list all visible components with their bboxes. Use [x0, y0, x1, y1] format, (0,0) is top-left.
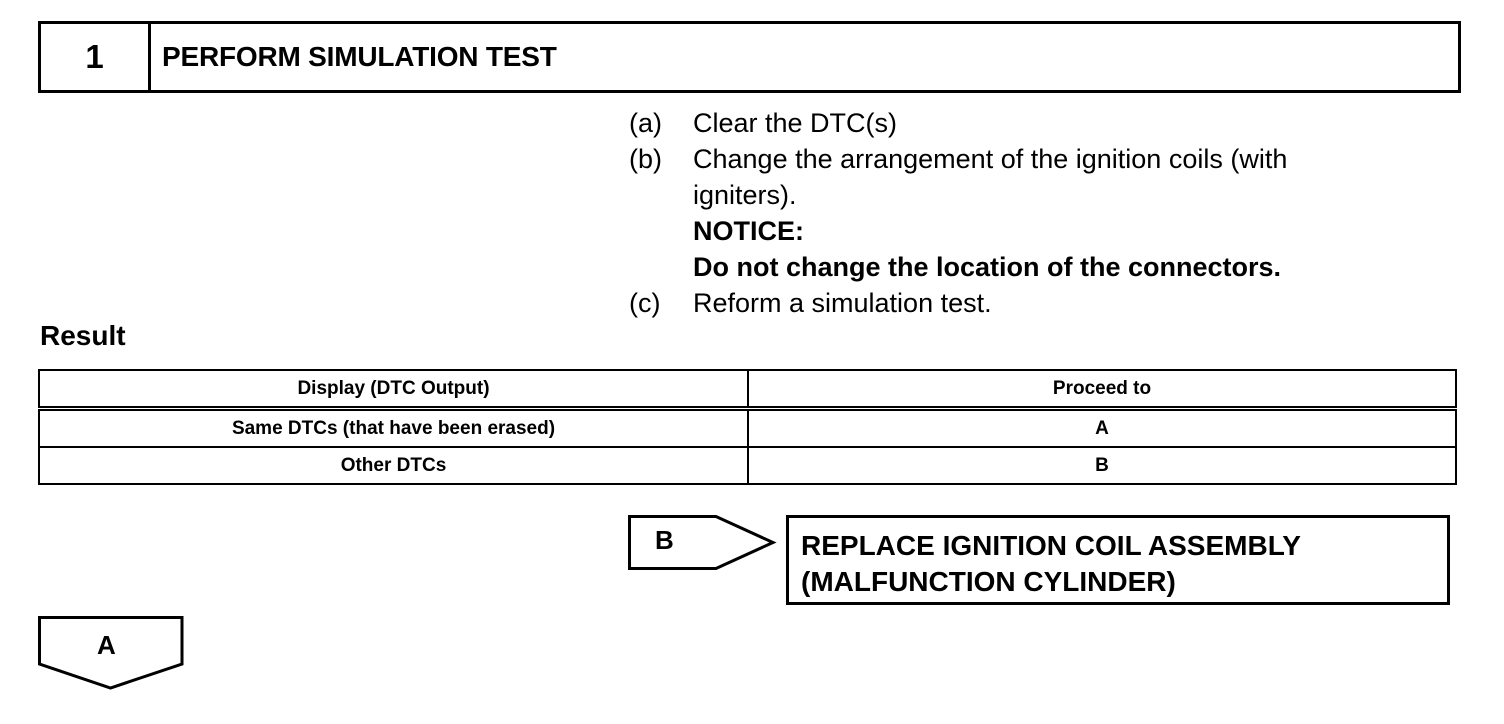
- table-cell: B: [748, 447, 1456, 484]
- instruction-marker: (c): [629, 288, 661, 318]
- table-header-row: [39, 370, 1456, 409]
- instruction-item-a: [629, 105, 1489, 141]
- column-header-proceed: Proceed to: [748, 370, 1456, 409]
- notice-text: Do not change the location of the connectors.: [693, 252, 1282, 282]
- instruction-list: [629, 105, 1489, 321]
- column-header-display: Display (DTC Output): [39, 370, 748, 409]
- table-row: [39, 447, 1456, 484]
- step-header: [38, 21, 1461, 93]
- replace-action-line1: REPLACE IGNITION COIL ASSEMBLY: [801, 530, 1301, 561]
- step-title: PERFORM SIMULATION TEST: [162, 41, 557, 72]
- step-number: 1: [41, 24, 151, 90]
- branch-a-label: A: [97, 630, 116, 660]
- result-table: [38, 369, 1457, 485]
- table-cell: A: [748, 409, 1456, 448]
- replace-action-box: [786, 515, 1450, 605]
- instruction-text-line1: Change the arrangement of the ignition coils (with: [693, 144, 1288, 174]
- instruction-text-line2: igniters).: [693, 180, 797, 210]
- instruction-text: Reform a simulation test.: [693, 288, 992, 318]
- instruction-text: Clear the DTC(s): [693, 108, 898, 138]
- table-cell: Same DTCs (that have been erased): [39, 409, 748, 448]
- branch-b-label: B: [655, 525, 674, 555]
- table-cell: Other DTCs: [39, 447, 748, 484]
- branch-b-arrow-icon: [628, 515, 778, 571]
- instruction-item-b: [629, 141, 1489, 285]
- table-row: [39, 409, 1456, 448]
- instruction-marker: (a): [629, 108, 662, 138]
- replace-action-line2: (MALFUNCTION CYLINDER): [801, 566, 1176, 597]
- result-label: Result: [40, 320, 126, 351]
- instruction-marker: (b): [629, 144, 662, 174]
- instruction-item-c: [629, 285, 1489, 321]
- notice-heading: NOTICE:: [693, 216, 804, 246]
- instruction-body: [693, 141, 1489, 285]
